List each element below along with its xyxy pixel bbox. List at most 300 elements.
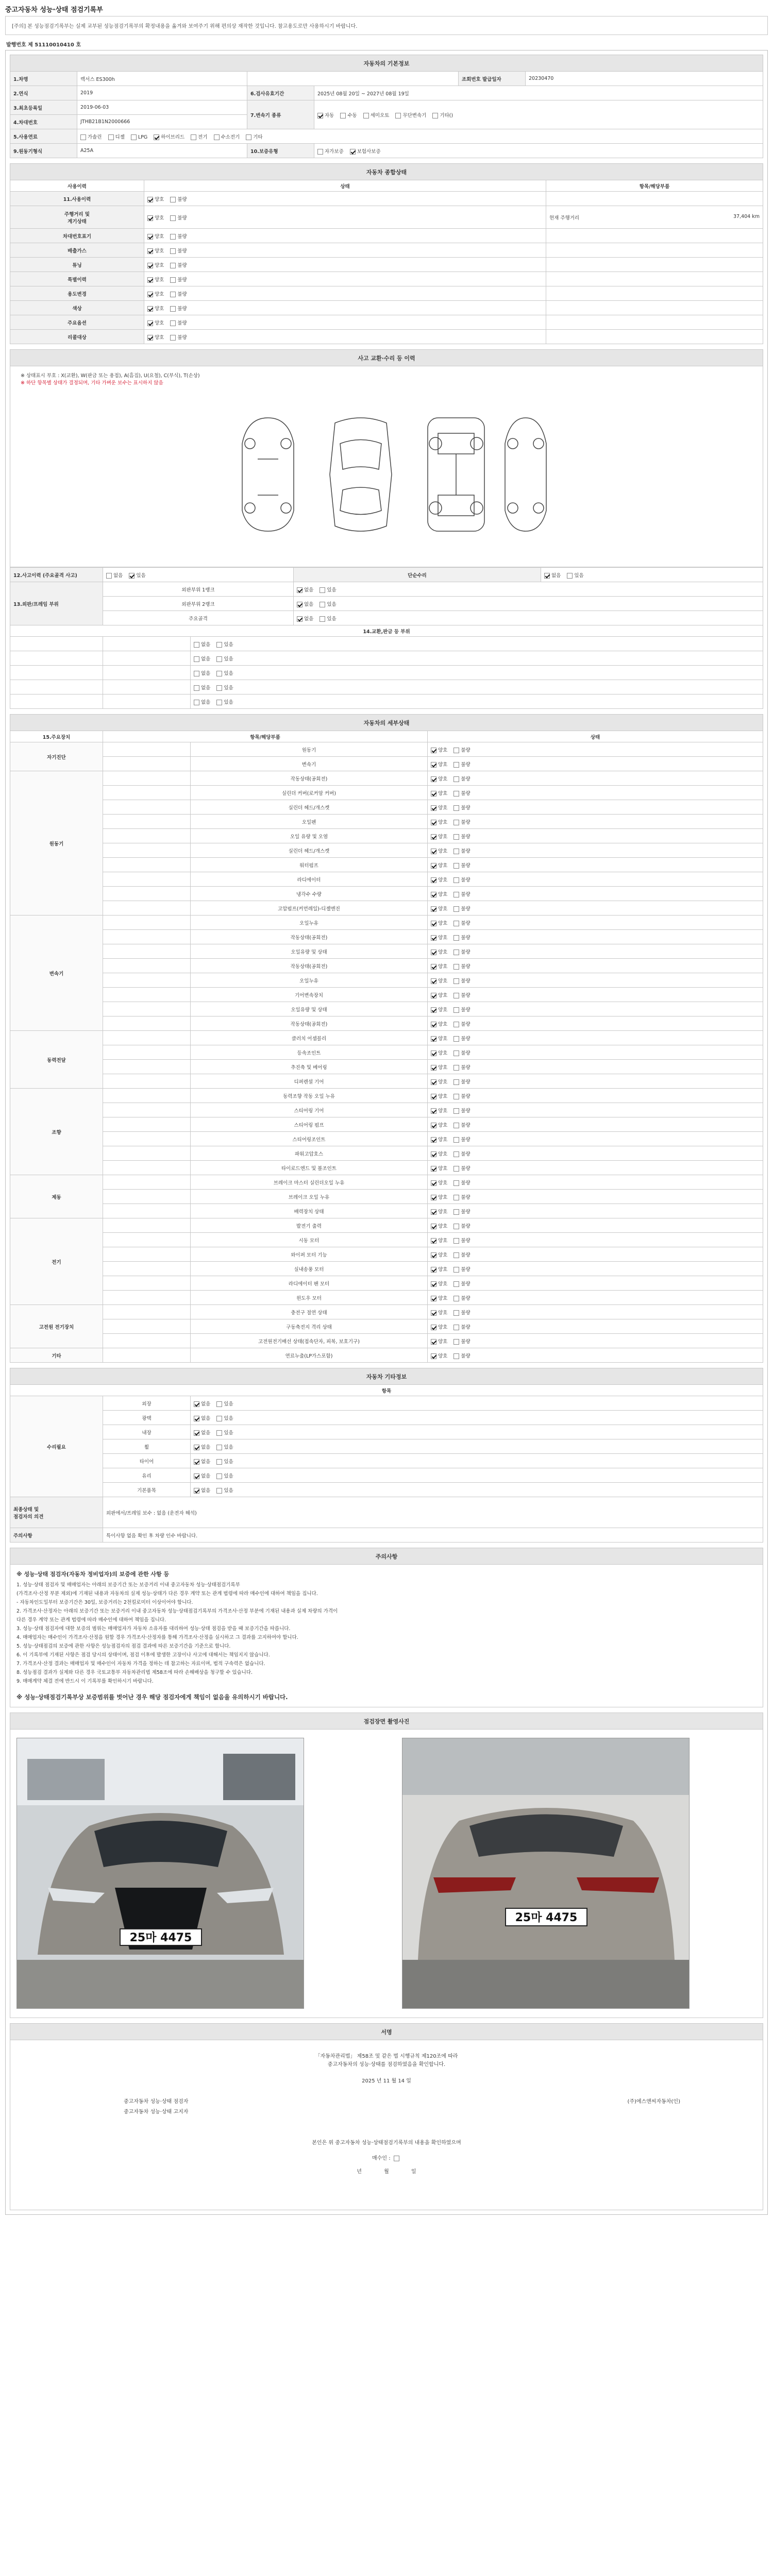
extra-option[interactable]: 있음 bbox=[216, 1400, 233, 1407]
detail-state: 양호 불량 bbox=[428, 1016, 763, 1031]
checkbox[interactable] bbox=[320, 587, 325, 593]
fuel-option[interactable]: 전기 bbox=[191, 133, 207, 140]
detail-item: 배력장치 상태 bbox=[191, 1204, 428, 1218]
warranty-opts bbox=[314, 144, 763, 158]
note-line: 8. 성능점검 결과가 실제와 다른 경우 국토교통부 자동차관리법 제58조에 따라 손해배상을 청구할 수 있습니다. bbox=[16, 1670, 253, 1675]
general-state: 양호 불량 bbox=[144, 192, 546, 206]
detail-row bbox=[10, 1291, 763, 1305]
acc-opts-3 bbox=[294, 597, 763, 611]
extra-row bbox=[10, 1411, 763, 1425]
accident-option[interactable]: 없음 bbox=[297, 600, 313, 607]
section-photos: 점검장면 촬영사진 bbox=[10, 1713, 763, 1730]
general-col3: 항목/해당부품 bbox=[546, 180, 763, 192]
detail-row bbox=[10, 1146, 763, 1161]
trans-option[interactable]: 세미오토 bbox=[363, 111, 390, 118]
general-state: 양호 불량 bbox=[144, 258, 546, 272]
label-fuel: 5.사용연료 bbox=[10, 129, 77, 144]
checkbox[interactable] bbox=[216, 1445, 222, 1450]
fuel-option[interactable]: 가솔린 bbox=[80, 133, 102, 140]
checkbox[interactable] bbox=[191, 134, 196, 140]
warranty-option[interactable]: 보험사보증 bbox=[350, 147, 381, 155]
detail-row bbox=[10, 1334, 763, 1348]
value-issue: 20230470 bbox=[526, 72, 763, 86]
detail-item: 실린더 커버(로커암 커버) bbox=[191, 786, 428, 800]
detail-item: 라디에이터 bbox=[191, 872, 428, 887]
detail-state: 양호 불량 bbox=[428, 757, 763, 771]
detail-state: 양호 불량 bbox=[428, 887, 763, 901]
extra-option[interactable]: 없음 bbox=[194, 1472, 210, 1479]
extra-option[interactable]: 있음 bbox=[216, 1414, 233, 1421]
agree-checkbox[interactable] bbox=[394, 2156, 399, 2161]
detail-state: 양호 불량 bbox=[428, 1117, 763, 1132]
part-option[interactable]: 없음 bbox=[194, 655, 210, 662]
acc-opts-4 bbox=[294, 611, 763, 625]
extra-option[interactable]: 있음 bbox=[216, 1429, 233, 1436]
detail-item: 시동 모터 bbox=[191, 1233, 428, 1247]
detail-state: 양호 불량 bbox=[428, 1060, 763, 1074]
detail-state: 양호 불량 bbox=[428, 1291, 763, 1305]
acc-label-1: 12.사고이력 (주요골격 사고) bbox=[10, 568, 103, 582]
general-label: 특별이력 bbox=[10, 272, 144, 286]
detail-row bbox=[10, 742, 763, 757]
trans-option[interactable]: 무단변속기 bbox=[395, 111, 426, 118]
detail-state: 양호 불량 bbox=[428, 1103, 763, 1117]
fuel-option[interactable]: 기타 bbox=[246, 133, 262, 140]
accident-option[interactable]: 없음 bbox=[106, 571, 123, 579]
general-label: 주요옵션 bbox=[10, 315, 144, 330]
detail-item: 등속조인트 bbox=[191, 1045, 428, 1060]
note-line: 2. 가격조사·산정자는 아래의 보증기간 또는 보증거리 이내 중고자동차 성능·상태점검기록부의 가격조사·산정 부분에 기재된 내용과 실제 차량의 가격이 bbox=[16, 1608, 338, 1614]
front-photo bbox=[16, 1738, 304, 2009]
basic-info-table bbox=[10, 55, 763, 158]
label-trans: 7.변속기 종류 bbox=[247, 100, 314, 129]
accident-diagram bbox=[10, 366, 763, 567]
detail-item: 스티어링 펌프 bbox=[191, 1117, 428, 1132]
sign-ymd: 년 월 일 bbox=[357, 2169, 416, 2175]
detail-row bbox=[10, 800, 763, 815]
checkbox[interactable] bbox=[216, 1473, 222, 1479]
detail-state: 양호 불량 bbox=[428, 1348, 763, 1363]
extra-option[interactable]: 없음 bbox=[194, 1429, 210, 1436]
general-label: 튜닝 bbox=[10, 258, 144, 272]
detail-item: 동력조향 작동 오일 누유 bbox=[191, 1089, 428, 1103]
checkbox[interactable] bbox=[194, 656, 199, 662]
checkbox[interactable] bbox=[216, 656, 222, 662]
value-vin: JTHB21B1N2000666 bbox=[77, 115, 247, 129]
accident-option[interactable]: 있음 bbox=[320, 600, 336, 607]
label-first-reg: 3.최초등록일 bbox=[10, 100, 77, 115]
detail-state: 양호 불량 bbox=[428, 1305, 763, 1319]
detail-row bbox=[10, 1218, 763, 1233]
general-right bbox=[546, 330, 763, 344]
label-model: 1.차명 bbox=[10, 72, 77, 86]
detail-item: 구동축전지 격리 상태 bbox=[191, 1319, 428, 1334]
checkbox[interactable] bbox=[216, 1401, 222, 1407]
detail-item: 오일유량 및 상태 bbox=[191, 944, 428, 959]
detail-item: 파워고압호스 bbox=[191, 1146, 428, 1161]
detail-state: 양호 불량 bbox=[428, 1262, 763, 1276]
detail-item: 원동기 bbox=[191, 742, 428, 757]
checkbox[interactable] bbox=[320, 616, 325, 622]
detail-item: 고압펌프(커먼레일)-디젤엔진 bbox=[191, 901, 428, 916]
fuel-option[interactable]: 하이브리드 bbox=[154, 133, 184, 140]
detail-row bbox=[10, 1161, 763, 1175]
trans-option[interactable]: 수동 bbox=[340, 111, 357, 118]
checkbox[interactable] bbox=[216, 1416, 222, 1421]
checkbox[interactable] bbox=[129, 573, 135, 579]
accident-option[interactable]: 없음 bbox=[544, 571, 561, 579]
detail-row bbox=[10, 959, 763, 973]
detail-state: 양호 불량 bbox=[428, 1175, 763, 1190]
final-text: 외판에서/프레임 보수 : 없음 (운전자 해석) bbox=[103, 1497, 763, 1528]
detail-row bbox=[10, 1262, 763, 1276]
general-right bbox=[546, 286, 763, 301]
detail-row bbox=[10, 1103, 763, 1117]
general-row bbox=[10, 272, 763, 286]
detail-state: 양호 불량 bbox=[428, 829, 763, 843]
label-vin: 4.차대번호 bbox=[10, 115, 77, 129]
checkbox[interactable] bbox=[194, 685, 199, 691]
trans-option[interactable]: 기타() bbox=[432, 111, 453, 118]
general-right bbox=[546, 301, 763, 315]
detail-state: 양호 불량 bbox=[428, 901, 763, 916]
checkbox[interactable] bbox=[216, 642, 222, 648]
detail-row bbox=[10, 1190, 763, 1204]
accident-part-row bbox=[10, 651, 763, 666]
detail-col2: 항목/해당부품 bbox=[103, 731, 428, 742]
general-state: 양호 불량 bbox=[144, 330, 546, 344]
detail-state: 양호 불량 bbox=[428, 1190, 763, 1204]
extra-option[interactable]: 없음 bbox=[194, 1443, 210, 1450]
detail-state: 양호 불량 bbox=[428, 1233, 763, 1247]
general-row bbox=[10, 258, 763, 272]
detail-item: 디퍼렌셜 기어 bbox=[191, 1074, 428, 1089]
detail-row bbox=[10, 930, 763, 944]
checkbox[interactable] bbox=[154, 134, 159, 140]
checkbox[interactable] bbox=[194, 671, 199, 676]
checkbox[interactable] bbox=[317, 149, 323, 155]
detail-state: 양호 불량 bbox=[428, 843, 763, 858]
detail-group: 자기진단 bbox=[10, 742, 103, 771]
part-option[interactable]: 있음 bbox=[216, 669, 233, 676]
detail-state: 양호 불량 bbox=[428, 1074, 763, 1089]
detail-row bbox=[10, 815, 763, 829]
detail-state: 양호 불량 bbox=[428, 1276, 763, 1291]
caution-label: 주의사항 bbox=[10, 1528, 103, 1543]
detail-state: 양호 불량 bbox=[428, 1247, 763, 1262]
value-inspection: 2025년 08월 20일 ~ 2027년 08월 19일 bbox=[314, 86, 763, 100]
sign-line1: 「자동차관리법」 제58조 및 같은 법 시행규칙 제120조에 따라 bbox=[315, 2054, 458, 2059]
checkbox[interactable] bbox=[340, 113, 346, 118]
general-row bbox=[10, 301, 763, 315]
detail-item: 라디에이터 팬 모터 bbox=[191, 1276, 428, 1291]
checkbox[interactable] bbox=[350, 149, 356, 155]
sign-left2: 중고자동차 성능·상태 고지자 bbox=[124, 2109, 189, 2115]
detail-group: 동력전달 bbox=[10, 1031, 103, 1089]
detail-state: 양호 불량 bbox=[428, 1161, 763, 1175]
part-option[interactable]: 있음 bbox=[216, 698, 233, 705]
fuel-option[interactable]: 디젤 bbox=[108, 133, 125, 140]
value-year: 2019 bbox=[77, 86, 247, 100]
checkbox[interactable] bbox=[297, 616, 303, 622]
general-state: 양호 불량 bbox=[144, 272, 546, 286]
detail-group: 기타 bbox=[10, 1348, 103, 1363]
caution-text: 특이사항 없음 확인 후 차량 인수 바랍니다. bbox=[103, 1528, 763, 1543]
checkbox[interactable] bbox=[194, 1488, 199, 1494]
rear-photo bbox=[402, 1738, 690, 2009]
accident-option[interactable]: 없음 bbox=[297, 615, 313, 622]
checkbox[interactable] bbox=[297, 587, 303, 593]
section-accident: 사고 교환·수리 등 이력 bbox=[10, 350, 763, 366]
part-option[interactable]: 없음 bbox=[194, 698, 210, 705]
detail-state: 양호 불량 bbox=[428, 930, 763, 944]
detail-row bbox=[10, 1247, 763, 1262]
detail-row bbox=[10, 1204, 763, 1218]
serial-value: 51110010410 bbox=[35, 42, 74, 48]
fuel-opts bbox=[77, 129, 763, 144]
checkbox[interactable] bbox=[194, 1416, 199, 1421]
detail-item: 충전구 절연 상태 bbox=[191, 1305, 428, 1319]
general-row bbox=[10, 192, 763, 206]
acc-opts-2 bbox=[294, 582, 763, 597]
checkbox[interactable] bbox=[432, 113, 438, 118]
accident-option[interactable]: 있음 bbox=[320, 586, 336, 593]
accident-option[interactable]: 있음 bbox=[567, 571, 583, 579]
detail-state: 양호 불량 bbox=[428, 1089, 763, 1103]
part-option[interactable]: 없음 bbox=[194, 684, 210, 691]
accident-option[interactable]: 있음 bbox=[129, 571, 145, 579]
detail-row bbox=[10, 771, 763, 786]
rear-plate: 25마 4475 bbox=[515, 1911, 578, 1924]
detail-item: 스티어링 기어 bbox=[191, 1103, 428, 1117]
extra-option[interactable]: 없음 bbox=[194, 1400, 210, 1407]
extra-option[interactable]: 있음 bbox=[216, 1472, 233, 1479]
checkbox[interactable] bbox=[194, 642, 199, 648]
detail-col3: 상태 bbox=[428, 731, 763, 742]
detail-item: 발전기 출력 bbox=[191, 1218, 428, 1233]
extra-row bbox=[10, 1396, 763, 1411]
detail-state: 양호 불량 bbox=[428, 815, 763, 829]
general-row bbox=[10, 315, 763, 330]
general-col2: 상태 bbox=[144, 180, 546, 192]
extra-row bbox=[10, 1483, 763, 1497]
accident-option[interactable]: 없음 bbox=[297, 586, 313, 593]
accident-part-row bbox=[10, 666, 763, 680]
extra-option[interactable]: 없음 bbox=[194, 1486, 210, 1494]
accident-part-row bbox=[10, 680, 763, 694]
detail-row bbox=[10, 901, 763, 916]
checkbox[interactable] bbox=[194, 700, 199, 705]
part-option[interactable]: 있음 bbox=[216, 684, 233, 691]
fuel-option[interactable]: LPG bbox=[131, 134, 147, 140]
checkbox[interactable] bbox=[246, 134, 251, 140]
extra-item: 외장 bbox=[103, 1396, 191, 1411]
accident-option[interactable]: 있음 bbox=[320, 615, 336, 622]
checkbox[interactable] bbox=[395, 113, 401, 118]
detail-row bbox=[10, 944, 763, 959]
detail-row bbox=[10, 757, 763, 771]
acc-right-label: 단순수리 bbox=[294, 568, 541, 582]
detail-item: 작동상태(공회전) bbox=[191, 930, 428, 944]
extra-option[interactable]: 있음 bbox=[216, 1486, 233, 1494]
detail-state: 양호 불량 bbox=[428, 1146, 763, 1161]
note-line: 3. 성능·상태 점검자에 대한 보증의 범위는 매매업자가 자동차 소유자를 대리하여 성능·상태 점검을 받을 때 보증기간을 따릅니다. bbox=[16, 1626, 291, 1632]
detail-item: 기어변속장치 bbox=[191, 988, 428, 1002]
detail-item: 워터펌프 bbox=[191, 858, 428, 872]
detail-item: 고전원전기배선 상태(접속단자, 피복, 보호기구) bbox=[191, 1334, 428, 1348]
detail-row bbox=[10, 1074, 763, 1089]
front-plate: 25마 4475 bbox=[129, 1931, 192, 1944]
general-row bbox=[10, 243, 763, 258]
general-state: 양호 불량 bbox=[144, 301, 546, 315]
detail-item: 브레이크 오일 누유 bbox=[191, 1190, 428, 1204]
section-extra: 자동차 기타정보 bbox=[10, 1368, 763, 1385]
section-basic: 자동차의 기본정보 bbox=[10, 55, 763, 72]
accident-rows bbox=[10, 567, 763, 709]
detail-group: 원동기 bbox=[10, 771, 103, 916]
detail-row bbox=[10, 1031, 763, 1045]
general-right bbox=[546, 243, 763, 258]
detail-row bbox=[10, 973, 763, 988]
trans-option[interactable]: 자동 bbox=[317, 111, 334, 118]
detail-item: 연료누출(LP가스포함) bbox=[191, 1348, 428, 1363]
general-state: 양호 불량 bbox=[144, 229, 546, 243]
detail-state: 양호 불량 bbox=[428, 959, 763, 973]
extra-col: 항목 bbox=[10, 1385, 763, 1396]
value-model: 렉서스 ES300h bbox=[77, 72, 247, 86]
general-state: 양호 불량 bbox=[144, 206, 546, 229]
checkbox[interactable] bbox=[544, 573, 550, 579]
note-line: 1. 성능·상태 점검자 및 매매업자는 아래의 보증기간 또는 보증거리 이내 중고자동차 성능·상태점검기록부 bbox=[16, 1582, 240, 1588]
detail-state: 양호 불량 bbox=[428, 1045, 763, 1060]
general-row bbox=[10, 206, 763, 229]
note-line: 7. 가격조사·산정 결과는 매매업자 및 매수인이 자동차 가격을 정하는 데 참고하는 자료이며, 법적 구속력은 없습니다. bbox=[16, 1661, 265, 1667]
checkbox[interactable] bbox=[216, 700, 222, 705]
acc-label-5: 14.교환,판금 등 부위 bbox=[10, 625, 763, 637]
detail-state: 양호 불량 bbox=[428, 858, 763, 872]
detail-state: 양호 불량 bbox=[428, 800, 763, 815]
note-line: 4. 매매업자는 매수인이 가격조사·산정을 원할 경우 가격조사·산정자를 통해 가격조사·산정을 실시하고 그 결과를 고지하여야 합니다. bbox=[16, 1635, 298, 1640]
detail-state: 양호 불량 bbox=[428, 1031, 763, 1045]
extra-row bbox=[10, 1439, 763, 1454]
value-engine: A25A bbox=[77, 144, 247, 158]
checkbox[interactable] bbox=[108, 134, 114, 140]
checkbox[interactable] bbox=[320, 602, 325, 607]
checkbox[interactable] bbox=[363, 113, 369, 118]
fuel-option[interactable]: 수소전기 bbox=[214, 133, 240, 140]
checkbox[interactable] bbox=[214, 134, 220, 140]
final-label: 최종상태 및 점검자의 의견 bbox=[10, 1497, 103, 1528]
extra-item: 내장 bbox=[103, 1425, 191, 1439]
checkbox[interactable] bbox=[567, 573, 573, 579]
checkbox[interactable] bbox=[194, 1445, 199, 1450]
detail-item: 오일누유 bbox=[191, 973, 428, 988]
detail-item: 클러치 어셈블리 bbox=[191, 1031, 428, 1045]
detail-item: 냉각수 수량 bbox=[191, 887, 428, 901]
general-label: 리콜대상 bbox=[10, 330, 144, 344]
checkbox[interactable] bbox=[131, 134, 137, 140]
checkbox[interactable] bbox=[80, 134, 86, 140]
detail-row bbox=[10, 843, 763, 858]
general-state: 양호 불량 bbox=[144, 315, 546, 330]
detail-item: 오일유량 및 상태 bbox=[191, 1002, 428, 1016]
accident-part-row bbox=[10, 637, 763, 651]
checkbox[interactable] bbox=[106, 573, 112, 579]
label-inspection: 6.검사유효기간 bbox=[247, 86, 314, 100]
general-row bbox=[10, 229, 763, 243]
checkbox[interactable] bbox=[216, 685, 222, 691]
general-label: 11.사용이력 bbox=[10, 192, 144, 206]
checkbox[interactable] bbox=[194, 1430, 199, 1436]
warranty-option[interactable]: 자가보증 bbox=[317, 147, 344, 155]
detail-row bbox=[10, 1276, 763, 1291]
note-line: (가격조사·산정 부분 제외)에 기재된 내용과 자동차의 실제 성능·상태가 다른 경우 계약 또는 관계 법령에 따라 매수인에 대하여 책임을 집니다. bbox=[16, 1591, 318, 1597]
extra-option[interactable]: 있음 bbox=[216, 1458, 233, 1465]
sign-line2: 중고자동차의 성능·상태를 점검하였음을 확인합니다. bbox=[327, 2062, 446, 2067]
detail-group: 전기 bbox=[10, 1218, 103, 1305]
checkbox[interactable] bbox=[216, 1430, 222, 1436]
acc-opts-1b bbox=[541, 568, 763, 582]
checkbox[interactable] bbox=[194, 1473, 199, 1479]
extra-option[interactable]: 없음 bbox=[194, 1458, 210, 1465]
sign-agree2: 매수인 : bbox=[10, 2154, 763, 2161]
detail-item: 작동상태(공회전) bbox=[191, 1016, 428, 1031]
checkbox[interactable] bbox=[317, 113, 323, 118]
extra-row bbox=[10, 1454, 763, 1468]
label-warranty: 10.보증유형 bbox=[247, 144, 314, 158]
detail-item: 실린더 헤드/개스켓 bbox=[191, 843, 428, 858]
extra-option[interactable]: 없음 bbox=[194, 1414, 210, 1421]
serial-number bbox=[6, 40, 768, 48]
detail-item: 작동상태(공회전) bbox=[191, 959, 428, 973]
general-right bbox=[546, 229, 763, 243]
report-frame bbox=[5, 50, 768, 2215]
accident-table bbox=[10, 349, 763, 366]
general-col1: 사용이력 bbox=[10, 180, 144, 192]
detail-item: 타이로드엔드 및 볼조인트 bbox=[191, 1161, 428, 1175]
checkbox[interactable] bbox=[216, 671, 222, 676]
detail-state: 양호 불량 bbox=[428, 1334, 763, 1348]
part-option[interactable]: 있음 bbox=[216, 640, 233, 648]
section-sign: 서명 bbox=[10, 2024, 763, 2040]
extra-row bbox=[10, 1425, 763, 1439]
checkbox[interactable] bbox=[216, 1488, 222, 1494]
checkbox[interactable] bbox=[194, 1401, 199, 1407]
detail-row bbox=[10, 829, 763, 843]
checkbox[interactable] bbox=[216, 1459, 222, 1465]
detail-item: 브레이크 마스터 실린더오일 누유 bbox=[191, 1175, 428, 1190]
part-option[interactable]: 없음 bbox=[194, 669, 210, 676]
part-option[interactable]: 있음 bbox=[216, 655, 233, 662]
detail-row bbox=[10, 1348, 763, 1363]
checkbox[interactable] bbox=[297, 602, 303, 607]
general-label: 주행거리 및 계기상태 bbox=[10, 206, 144, 229]
legend: ※ 상태표시 부호 : X(교환), W(판금 또는 용접), A(흠집), U(요철), C(부식), T(손상) bbox=[21, 373, 200, 379]
checkbox[interactable] bbox=[194, 1459, 199, 1465]
notes-bold: ※ 성능·상태점검기록부상 보증범위를 벗어난 경우 해당 점검자에게 책임이 없음을 유의하시기 바랍니다. bbox=[16, 1693, 288, 1701]
photos-block bbox=[10, 1730, 763, 2018]
detail-row bbox=[10, 1233, 763, 1247]
acc-opts-1 bbox=[103, 568, 294, 582]
note-line: - 자동차인도일부터 보증기간은 30일, 보증거리는 2천킬로미터 이상이어야 합니다. bbox=[16, 1600, 193, 1605]
extra-item: 광택 bbox=[103, 1411, 191, 1425]
label-engine: 9.원동기형식 bbox=[10, 144, 77, 158]
extra-group: 수리필요 bbox=[10, 1396, 103, 1497]
extra-option[interactable]: 있음 bbox=[216, 1443, 233, 1450]
part-option[interactable]: 없음 bbox=[194, 640, 210, 648]
detail-row bbox=[10, 1305, 763, 1319]
detail-state: 양호 불량 bbox=[428, 1319, 763, 1334]
